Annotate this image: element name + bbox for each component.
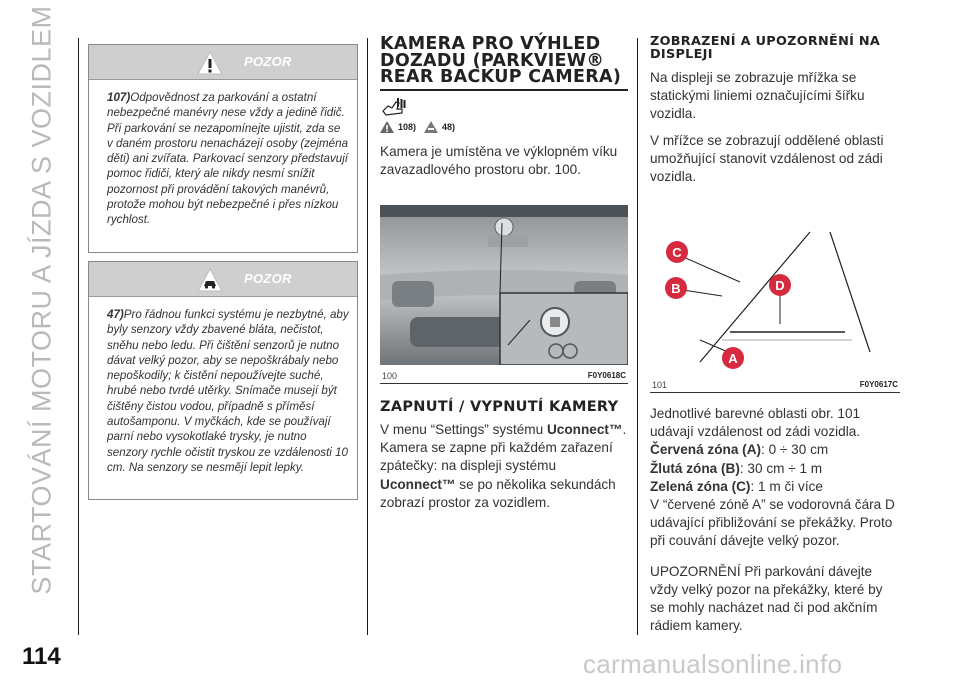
on-off-text (380, 421, 628, 512)
warning-header (89, 262, 357, 297)
figure-number: 100 (382, 371, 398, 381)
figure-100 (380, 205, 628, 384)
figure-code: F0Y0618C (587, 371, 626, 380)
car-warning-icon (197, 268, 223, 292)
zone-red-label: Červená zóna (A) (650, 442, 762, 458)
watermark: carmanualsonline.info (583, 649, 843, 679)
rear-camera-photo (380, 205, 628, 365)
figure-number: 101 (652, 380, 668, 390)
zone-yellow-label: Žlutá zóna (B) (650, 460, 740, 476)
column-divider (367, 38, 368, 635)
hand-book-icon (380, 97, 406, 119)
reference-icons (380, 97, 628, 119)
on-off-pre: V menu “Settings” systému (380, 422, 547, 437)
reference-108: 108) (398, 121, 417, 132)
warning-title: POZOR (244, 54, 292, 69)
figure-101 (650, 212, 900, 393)
reference-row (380, 119, 628, 139)
warning-header (89, 45, 357, 80)
label-c: C (672, 245, 682, 260)
warning-triangle-icon (197, 51, 223, 75)
camera-heading: KAMERA PRO VÝHLED DOZADU (PARKVIEW® REAR BACKUP CAMERA) (380, 34, 622, 87)
reference-48: 48) (442, 121, 456, 132)
display-section (650, 36, 900, 186)
page-number: 114 (22, 643, 61, 670)
warning-text (89, 297, 357, 483)
warning-box-1 (88, 44, 358, 253)
warning-title: POZOR (244, 271, 292, 286)
zone-yellow-value: : 30 cm ÷ 1 m (739, 460, 823, 476)
caution-triangle-icon (424, 121, 438, 133)
warning-text (89, 80, 357, 236)
zones-note: V “červené zóně A” se vodorovná čára D udávající přibližování se překážky. Proto při couvání dávejte velký pozor. (650, 497, 895, 549)
uconnect-label: Uconnect™ (546, 422, 623, 437)
warning-box-2 (88, 261, 358, 500)
label-a: A (728, 351, 738, 366)
on-off-mid: . Kamera se zapne při každém zařazení zpátečky: na displeji systému (380, 422, 627, 474)
camera-intro: Kamera je umístěna ve výklopném víku zavazadlového prostoru obr. 100. (380, 143, 618, 177)
zone-red-value: : 0 ÷ 30 cm (761, 442, 829, 458)
display-paragraph-1: Na displeji se zobrazuje mřížka se statickými liniemi označujícími šířku vozidla. (650, 70, 865, 122)
zone-yellow (650, 460, 900, 478)
chapter-title-text: STARTOVÁNÍ MOTORU A JÍZDA S VOZIDLEM (26, 5, 57, 595)
warning-ref: 107) (107, 91, 131, 104)
zone-green-label: Zelená zóna (C) (650, 478, 751, 494)
display-paragraph-2: V mřížce se zobrazují oddělené oblasti umožňující stanovit vzdálenost od zádi vozidla. (650, 132, 884, 185)
label-d: D (775, 278, 785, 293)
on-off-post: se po několika sekundách zobrazí prostor za vozidlem. (380, 476, 616, 510)
parking-grid-diagram (650, 212, 900, 377)
zone-green-value: : 1 m či více (750, 478, 823, 494)
warning-triangle-icon (380, 121, 394, 133)
zones-intro: Jednotlivé barevné oblasti obr. 101 udávají vzdálenost od zádi vozidla. (650, 406, 861, 440)
on-off-heading: ZAPNUTÍ / VYPNUTÍ KAMERY (380, 399, 619, 415)
column-divider (637, 38, 638, 635)
zone-green (650, 478, 900, 496)
warning-body: Pro řádnou funkci systému je nezbytné, aby byly senzory vždy zbavené bláta, nečistot, sněhu nebo ledu. Při čištění senzorů je nutno dávat velký pozor, aby se nepoškrábaly nebo nepoškodily; k čistění nepoužívejte suché, hrubé nebo tvrdé utěrky. Snímače musejí být čištěny čistou vodou, případně s příměsí autošamponu. V myčkách, kde se používají parní nebo vysokotlaké trysky, je nutno senzory rychle očistit tryskou ze vzdálenosti 10 cm. Na senzory se nesmějí lepit lepky. (107, 308, 349, 474)
heading-rule (380, 89, 628, 91)
column-divider (78, 38, 79, 635)
on-off-section (380, 400, 628, 512)
zone-red (650, 441, 900, 459)
camera-section (380, 36, 628, 179)
uconnect-label: Uconnect™ (380, 476, 456, 492)
chapter-side-title (22, 5, 62, 595)
figure-code: F0Y0617C (859, 380, 898, 389)
warning-body: Odpovědnost za parkování a ostatní nebezpečné manévry nese vždy a jedině řidič. Při parkování se nezapomínejte ujistit, zda se v daném prostoru nenacházejí osoby (zejména děti) ani zvířata. Parkovací senzory představují pomoc řidiči, který ale nikdy nesmí snížit pozornost při provádění takových manévrů, protože mohou být nebezpečné i přes nízkou rychlost. (107, 91, 349, 227)
display-heading: ZOBRAZENÍ A UPOZORNĚNÍ NA DISPLEJI (650, 34, 881, 62)
warning-note: UPOZORNĚNÍ Při parkování dávejte vždy velký pozor na překážky, které by se mohly nacházet nad či pod akčním rádiem kamery. (650, 563, 883, 634)
zones-section (650, 405, 900, 635)
label-b: B (671, 281, 681, 296)
warning-ref: 47) (107, 308, 124, 321)
